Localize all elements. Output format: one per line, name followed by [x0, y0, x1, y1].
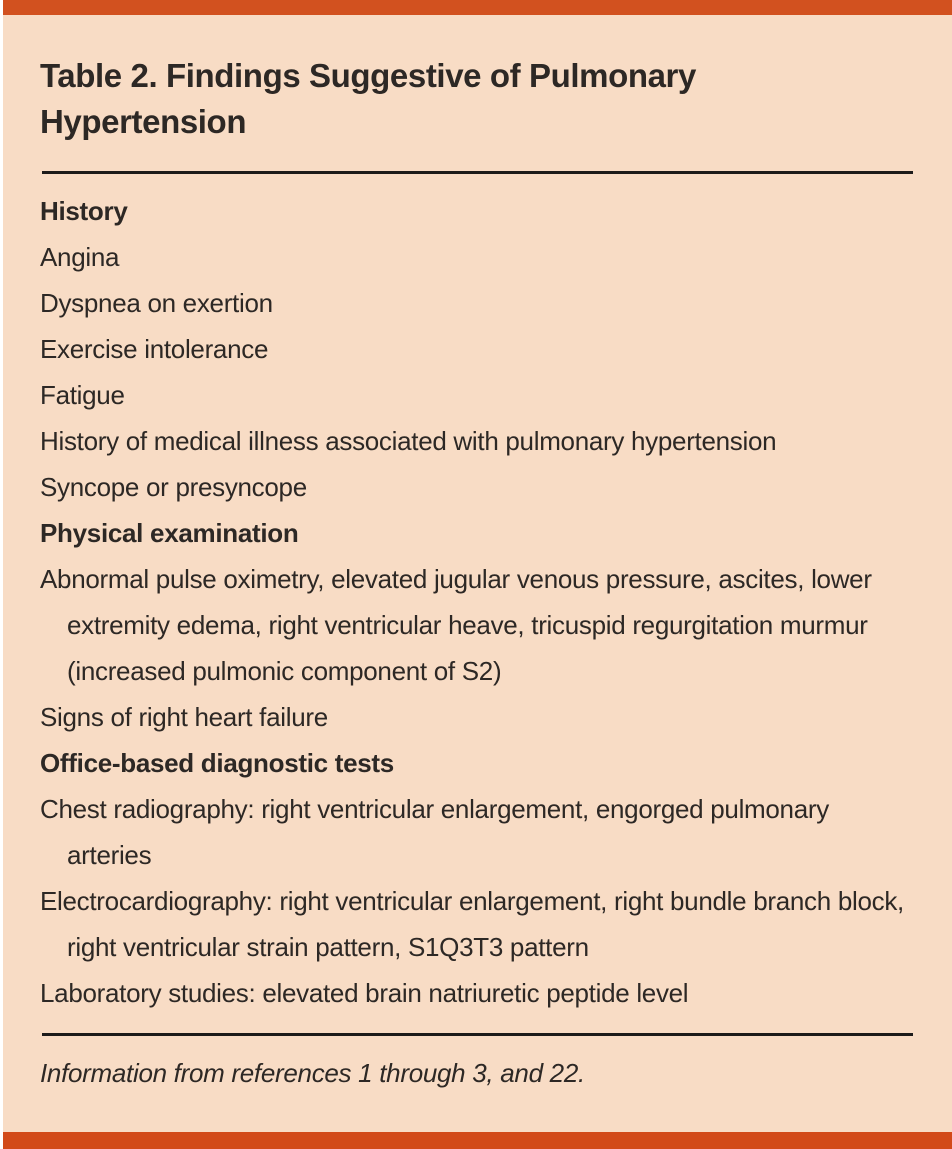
- footnote-text: Information from references 1 through 3, and 22.: [40, 1058, 585, 1088]
- table-content: [3, 0, 952, 1095]
- bottom-accent-bar: [3, 1132, 952, 1149]
- table-item: History of medical illness associated with pulmonary hypertension: [40, 426, 777, 456]
- table-item: Electrocardiography: right ventricular enlargement, right bundle branch block, right ventricular strain pattern, S1Q3T3 pattern: [40, 886, 904, 962]
- table-item: Exercise intolerance: [40, 334, 269, 364]
- section-heading: Office-based diagnostic tests: [40, 748, 394, 778]
- table-item: Fatigue: [40, 380, 125, 410]
- table-item: Laboratory studies: elevated brain natriuretic peptide level: [40, 978, 689, 1008]
- section-heading: Physical examination: [40, 518, 299, 548]
- table-body: [40, 188, 912, 1016]
- footnote-rule: [42, 1033, 913, 1036]
- table-item: Chest radiography: right ventricular enlargement, engorged pulmonary arteries: [40, 794, 829, 870]
- table-item: Abnormal pulse oximetry, elevated jugular venous pressure, ascites, lower extremity edema, right ventricular heave, tricuspid regurgitation murmur (increased pulmonic component of S2): [40, 564, 872, 686]
- section-heading: History: [40, 196, 128, 226]
- table-item: Signs of right heart failure: [40, 702, 328, 732]
- table-item: Dyspnea on exertion: [40, 288, 273, 318]
- table-title: Table 2. Findings Suggestive of Pulmonary Hypertension: [40, 57, 696, 140]
- table-item: Syncope or presyncope: [40, 472, 307, 502]
- table-item: Angina: [40, 242, 120, 272]
- title-rule: [42, 171, 913, 174]
